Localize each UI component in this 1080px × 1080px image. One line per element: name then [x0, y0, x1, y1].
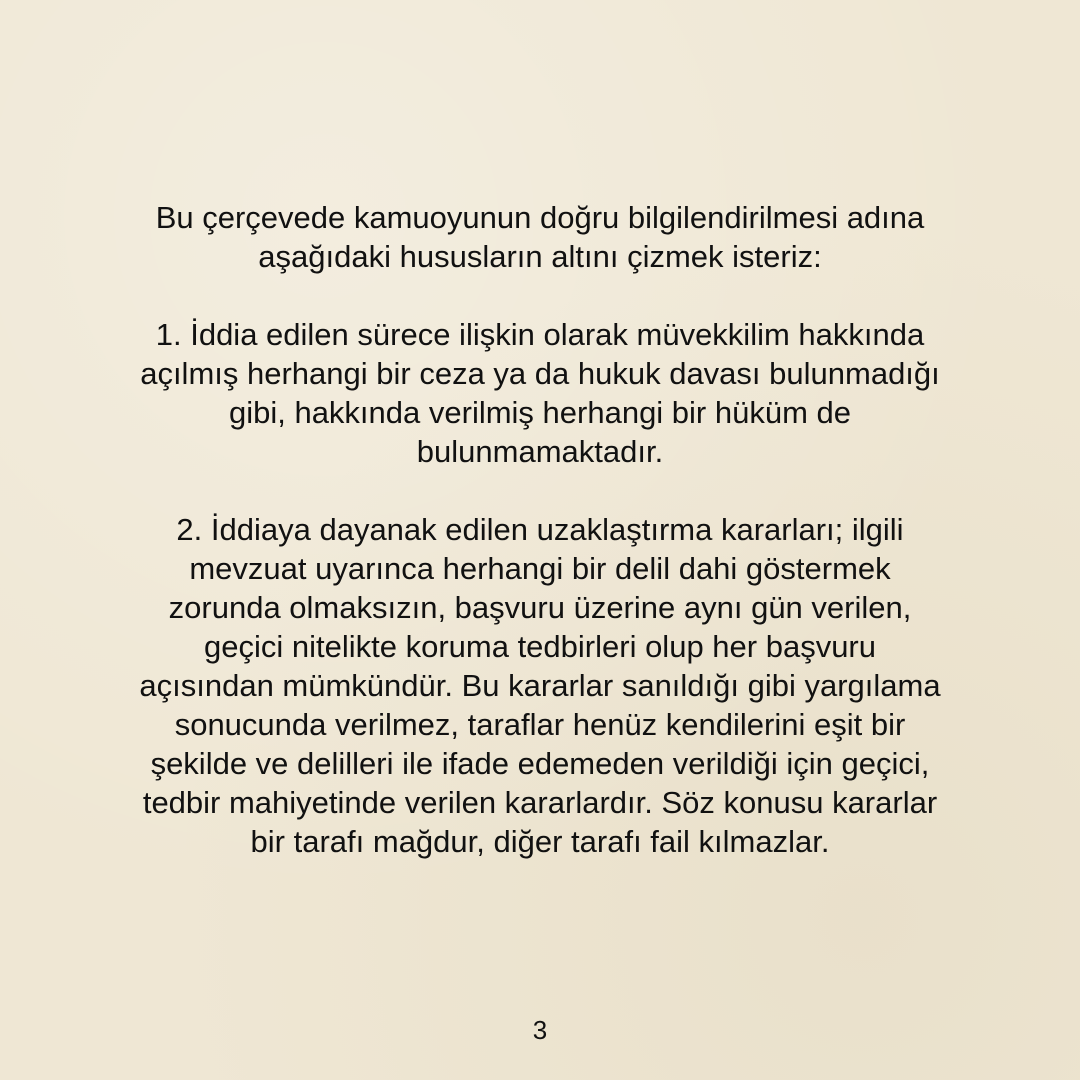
item-1-line: 1. İddia edilen sürece ilişkin olarak müvekkilim hakkında — [155, 317, 925, 352]
statement-body — [80, 198, 1000, 861]
item-2-line: zorunda olmaksızın, başvuru üzerine aynı gün verilen, — [168, 590, 912, 625]
item-2-paragraph — [80, 510, 1000, 861]
item-2-line: sonucunda verilmez, taraflar henüz kendilerini eşit bir — [174, 707, 906, 742]
item-2-line: bir tarafı mağdur, diğer tarafı fail kılmazlar. — [250, 824, 830, 859]
item-2-line: geçici nitelikte koruma tedbirleri olup her başvuru — [204, 629, 876, 664]
item-2-line: 2. İddiaya dayanak edilen uzaklaştırma kararları; ilgili — [176, 512, 904, 547]
intro-paragraph — [80, 198, 1000, 276]
item-2-line: şekilde ve delilleri ile ifade edemeden verildiği için geçici, — [150, 746, 930, 781]
item-1-paragraph — [80, 315, 1000, 471]
intro-line: aşağıdaki hususların altını çizmek isteriz: — [258, 239, 822, 274]
paragraph-gap — [80, 276, 1000, 315]
page-number: 3 — [532, 1015, 548, 1045]
item-1-line: açılmış herhangi bir ceza ya da hukuk davası bulunmadığı — [140, 356, 940, 391]
item-1-line: gibi, hakkında verilmiş herhangi bir hüküm de — [228, 395, 852, 430]
item-2-line: tedbir mahiyetinde verilen kararlardır. Söz konusu kararlar — [142, 785, 938, 820]
item-2-line: mevzuat uyarınca herhangi bir delil dahi göstermek — [189, 551, 891, 586]
item-1-line: bulunmamaktadır. — [416, 434, 664, 469]
item-2-line: açısından mümkündür. Bu kararlar sanıldığı gibi yargılama — [139, 668, 941, 703]
intro-line: Bu çerçevede kamuoyunun doğru bilgilendirilmesi adına — [155, 200, 925, 235]
paragraph-gap — [80, 471, 1000, 510]
